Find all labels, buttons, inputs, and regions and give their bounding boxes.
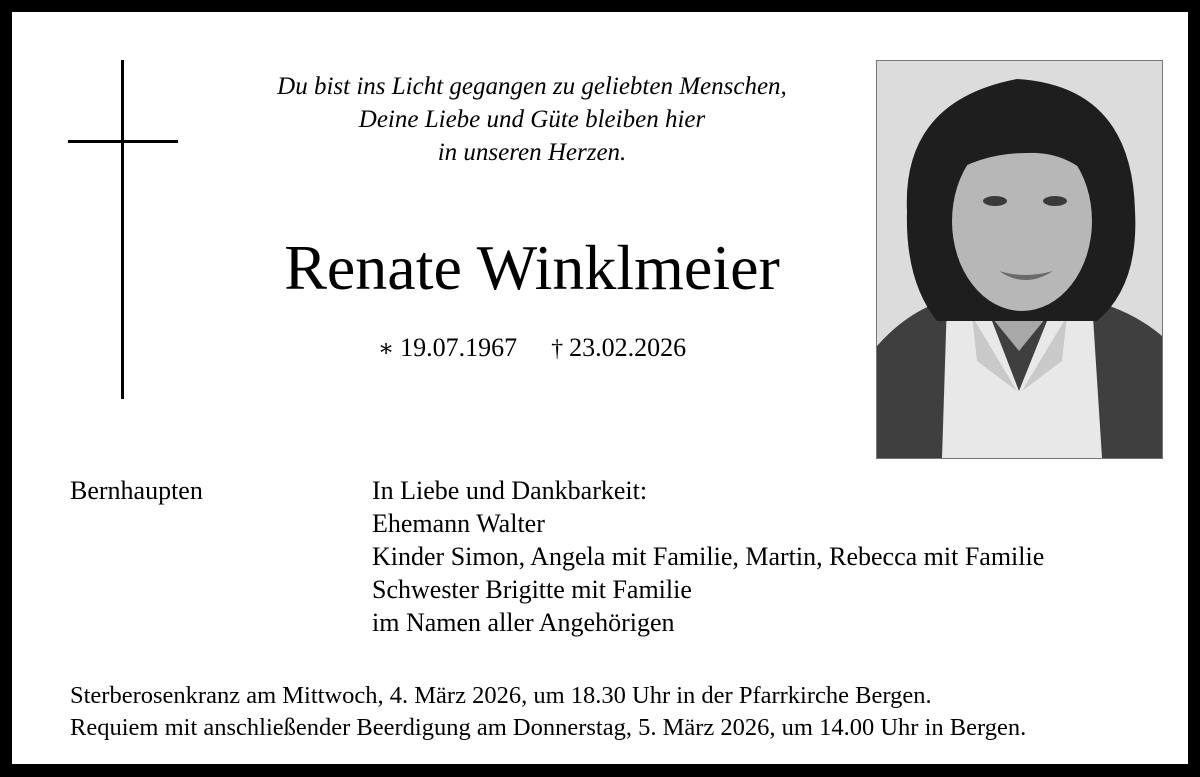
mourners-list: [372, 474, 1044, 639]
place-of-residence: Bernhaupten: [70, 476, 203, 505]
mourners-line: Kinder Simon, Angela mit Familie, Martin, Rebecca mit Familie: [372, 542, 1045, 571]
obituary-notice: [12, 12, 1188, 764]
cross-vertical-bar: [121, 60, 124, 399]
birth-date: 19.07.1967: [400, 333, 518, 362]
death-dagger-icon: †: [551, 336, 564, 362]
life-dates: [202, 330, 862, 367]
mourners-line: Ehemann Walter: [372, 509, 545, 538]
mourners-line: In Liebe und Dankbarkeit:: [372, 476, 648, 505]
rosary-service: Sterberosenkranz am Mittwoch, 4. März 2026, um 18.30 Uhr in der Pfarrkirche Bergen.: [70, 682, 932, 709]
verse-line: Deine Liebe und Güte bleiben hier: [358, 106, 706, 133]
deceased-name: Renate Winklmeier: [284, 232, 780, 303]
memorial-verse: [202, 70, 862, 169]
mourners-line: Schwester Brigitte mit Familie: [372, 575, 692, 604]
verse-line: Du bist ins Licht gegangen zu geliebten Menschen,: [277, 73, 787, 100]
service-details: [70, 680, 1026, 744]
cross-horizontal-bar: [68, 140, 178, 143]
verse-line: in unseren Herzen.: [437, 139, 627, 166]
mourners-line: im Namen aller Angehörigen: [372, 608, 675, 637]
death-date: 23.02.2026: [569, 333, 687, 362]
birth-star-icon: ∗: [377, 336, 395, 362]
portrait-photo: [876, 60, 1163, 459]
requiem-service: Requiem mit anschließender Beerdigung am Donnerstag, 5. März 2026, um 14.00 Uhr in Bergen.: [70, 714, 1027, 741]
